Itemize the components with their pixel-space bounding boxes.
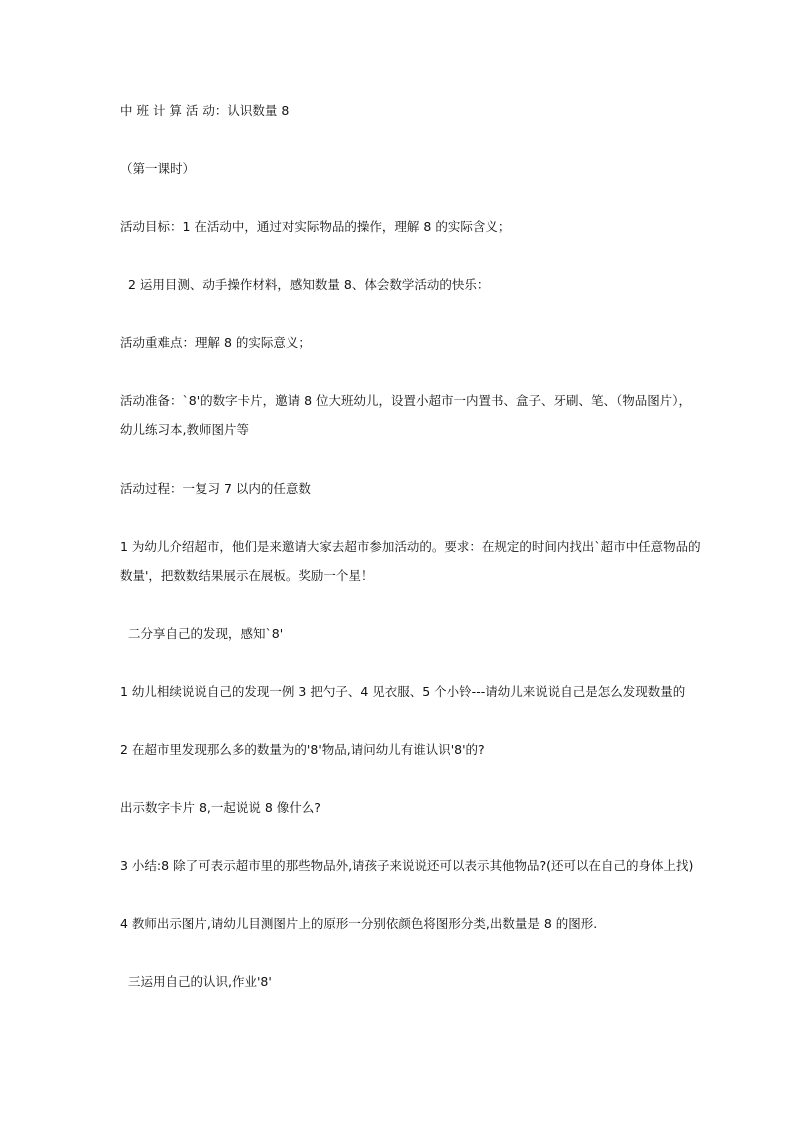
- activity-goal-1: 活动目标：1 在活动中，通过对实际物品的操作，理解 8 的实际含义；: [120, 219, 511, 234]
- step-1-line-2: 数量'，把数数结果展示在展板。奖励一个星！: [120, 568, 374, 583]
- section-2-item-3: 出示数字卡片 8,一起说说 8 像什么?: [120, 800, 321, 815]
- activity-preparation-line-2: 幼儿练习本,教师图片等: [120, 422, 249, 437]
- activity-goal-2: 2 运用目测、动手操作材料，感知数量 8、体会数学活动的快乐：: [128, 277, 490, 292]
- section-2-item-1: 1 幼儿相续说说自己的发现一例 3 把勺子、4 见衣服、5 个小铃---请幼儿来说说自己是怎么发现数量的: [120, 684, 686, 699]
- document-subtitle: （第一课时）: [120, 161, 196, 176]
- section-2-heading: 二分享自己的发现，感知`8': [128, 626, 284, 641]
- section-3-heading: 三运用自己的认识,作业'8': [128, 974, 272, 989]
- section-2-item-2: 2 在超市里发现那么多的数量为的'8'物品,请问幼儿有谁认识'8'的?: [120, 742, 485, 757]
- section-2-item-5: 4 教师出示图片,请幼儿目测图片上的原形一分别依颜色将图形分类,出数量是 8 的图形.: [120, 916, 598, 931]
- document-title: 中 班 计 算 活 动：认识数量 8: [120, 103, 290, 118]
- section-2-item-4: 3 小结:8 除了可表示超市里的那些物品外,请孩子来说说还可以表示其他物品?(还可以在自己的身体上找): [120, 858, 694, 873]
- activity-process-title: 活动过程：一复习 7 以内的任意数: [120, 481, 311, 496]
- activity-preparation-line-1: 活动准备：`8'的数字卡片，邀请 8 位大班幼儿，设置小超市一内置书、盒子、牙刷、笔、（物品图片），: [120, 393, 692, 408]
- activity-difficulty: 活动重难点：理解 8 的实际意义；: [120, 335, 311, 350]
- step-1-line-1: 1 为幼儿介绍超市，他们是来邀请大家去超市参加活动的。要求：在规定的时间内找出`超市中任意物品的: [120, 539, 701, 554]
